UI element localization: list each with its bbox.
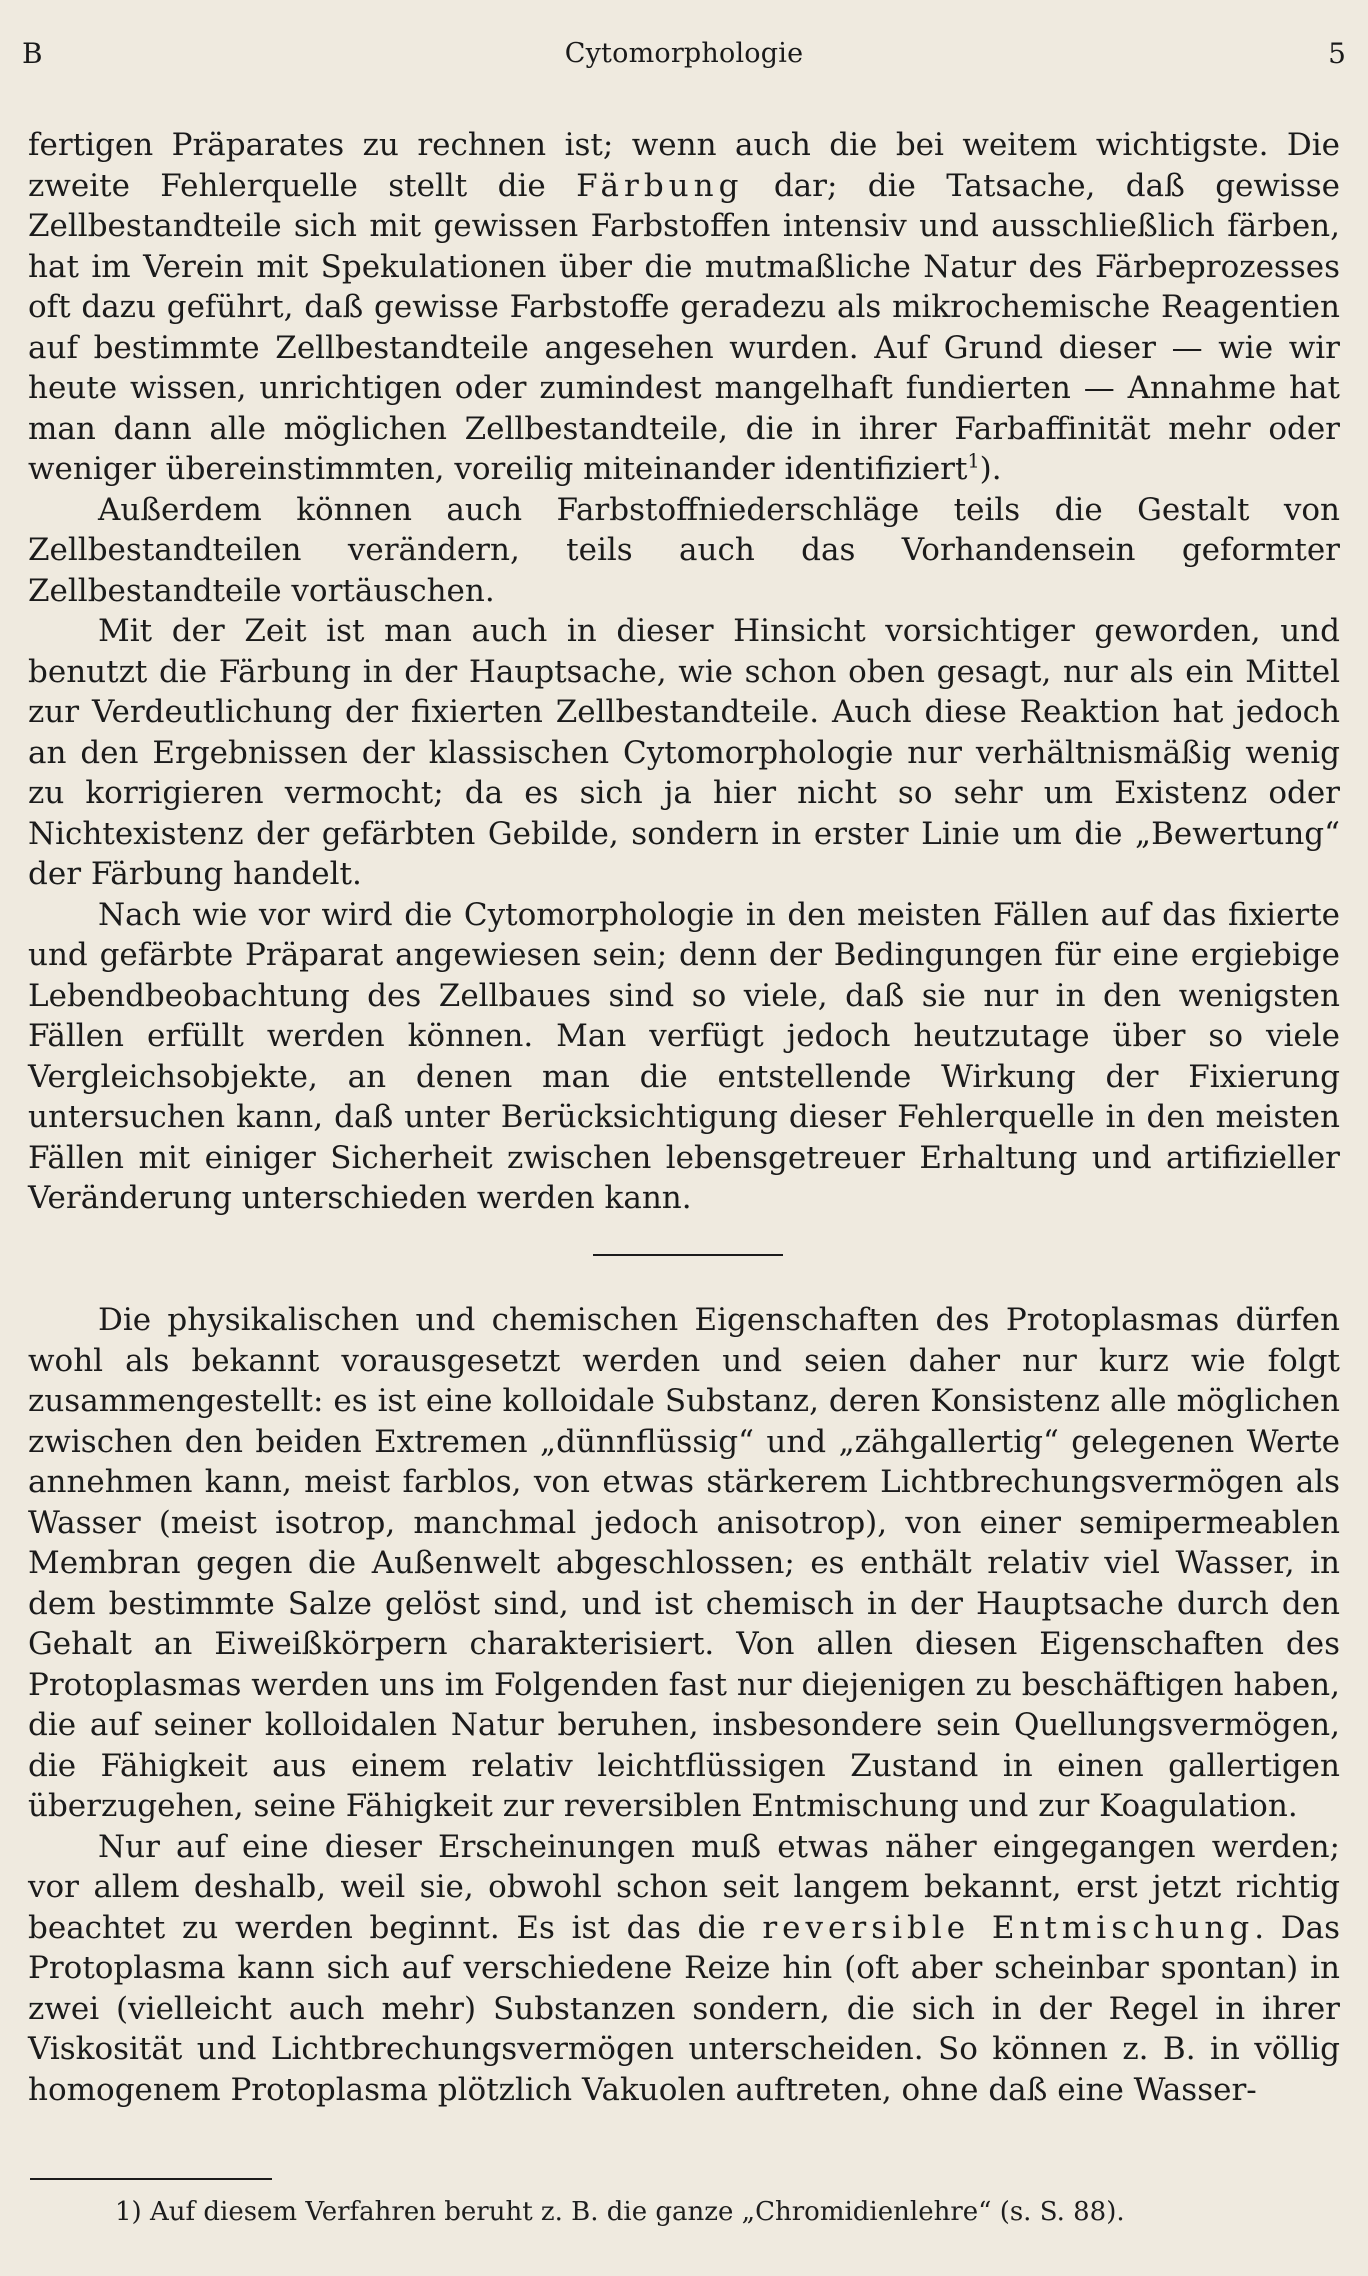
running-title: Cytomorphologie bbox=[564, 38, 804, 69]
text-section-2 bbox=[28, 1300, 1340, 2110]
paragraph: Die physikalischen und chemischen Eigenschaften des Protoplasmas dürfen wohl als bekannt vorausgesetzt werden und seien daher nur kurz wie folgt zusammengestellt: es ist eine kolloidale Substanz, deren Konsistenz alle möglichen zwischen den beiden Extremen „dünnflüssig“ und „zähgallertig“ gelegenen Werte annehmen kann, meist farblos, von etwas stärkerem Lichtbrechungsvermögen als Wasser (meist isotrop, manchmal jedoch anisotrop), von einer semipermeablen Membran gegen die Außenwelt abgeschlossen; es enthält relativ viel Wasser, in dem bestimmte Salze gelöst sind, und ist chemisch in der Hauptsache durch den Gehalt an Eiweißkörpern charakterisiert. Von allen diesen Eigenschaften des Protoplasmas werden uns im Folgenden fast nur diejenigen zu beschäftigen haben, die auf seiner kolloidalen Natur beruhen, insbesondere sein Quellungsvermögen, die Fähigkeit aus einem relativ leichtflüssigen Zustand in einen gallertigen überzugehen, seine Fähigkeit zur reversiblen Entmischung und zur Koagulation. bbox=[28, 1302, 1340, 1824]
text-run: . Das Protoplasma kann sich auf verschiedene Reize hin (oft aber scheinbar spontan) in zwei (vielleicht auch mehr) Substanzen sondern, die sich in der Regel in ihrer Viskosität und Lichtbrechungsvermögen unterscheiden. So können z. B. in völlig homogenem Protoplasma plötzlich Vakuolen auftreten, ohne daß eine Wasser- bbox=[28, 1909, 1341, 2108]
emphasis-spaced: reversible Entmischung bbox=[762, 1909, 1255, 1946]
paragraph: Außerdem können auch Farbstoffniederschläge teils die Gestalt von Zellbestandteilen verändern, teils auch das Vorhandensein geformter Zellbestandteile vortäuschen. bbox=[28, 491, 1340, 609]
paragraph: Nach wie vor wird die Cytomorphologie in den meisten Fällen auf das fixierte und gefärbte Präparat angewiesen sein; denn der Bedingungen für eine ergiebige Lebendbeobachtung des Zellbaues sind so viele, daß sie nur in den wenigsten Fällen erfüllt werden können. Man verfügt jedoch heutzutage über so viele Vergleichsobjekte, an denen man die entstellende Wirkung der Fixierung untersuchen kann, daß unter Berücksichtigung dieser Fehlerquelle in den meisten Fällen mit einiger Sicherheit zwischen lebensgetreuer Erhaltung und artifizieller Veränderung unterschieden werden kann. bbox=[28, 896, 1340, 1216]
text-run: Nur auf eine dieser Erscheinungen muß etwas näher eingegangen werden; vor allem deshalb, weil sie, obwohl schon seit langem bekannt, erst jetzt richtig beachtet zu werden beginnt. Es ist das die bbox=[28, 1828, 1340, 1946]
page-number: 5 bbox=[1328, 37, 1346, 70]
footnote-rule bbox=[30, 2178, 272, 2180]
emphasis-spaced: Färbung bbox=[576, 167, 744, 204]
text-run: ). bbox=[979, 451, 1002, 487]
footnote: 1) Auf diesem Verfahren beruht z. B. die ganze „Chromidienlehre“ (s. S. 88). bbox=[115, 2197, 1125, 2227]
running-head bbox=[22, 34, 1346, 74]
text-run: dar; die Tatsache, daß gewisse Zellbestandteile sich mit gewissen Farbstoffen intensiv und ausschließlich färben, hat im Verein mit Spekulationen über die mutmaßliche Natur des Färbeprozesses oft dazu geführt, daß gewisse Farbstoffe geradezu als mikrochemische Reagentien auf bestimmte Zellbestandteile angesehen wurden. Auf Grund dieser — wie wir heute wissen, unrichtigen oder zumindest mangelhaft fundierten — Annahme hat man dann alle möglichen Zellbestandteile, die in ihrer Farbaffinität mehr oder weniger übereinstimmten, voreilig miteinander identifiziert bbox=[28, 167, 1341, 487]
section-divider bbox=[593, 1254, 783, 1256]
text-section-1 bbox=[28, 125, 1340, 1219]
section-letter: B bbox=[22, 37, 43, 70]
text-run: fertigen Präparates zu rechnen ist; wenn auch die bei weitem wichtigste. Die zweite Fehlerquelle stellt die bbox=[28, 127, 1340, 204]
footnote-marker: 1 bbox=[967, 449, 980, 473]
paragraph bbox=[28, 125, 1340, 490]
paragraph: Mit der Zeit ist man auch in dieser Hinsicht vorsichtiger geworden, und benutzt die Färbung in der Hauptsache, wie schon oben gesagt, nur als ein Mittel zur Verdeutlichung der fixierten Zellbestandteile. Auch diese Reaktion hat jedoch an den Ergebnissen der klassischen Cytomorphologie nur verhältnismäßig wenig zu korrigieren vermocht; da es sich ja hier nicht so sehr um Existenz oder Nichtexistenz der gefärbten Gebilde, sondern in erster Linie um die „Bewertung“ der Färbung handelt. bbox=[28, 613, 1340, 892]
paragraph bbox=[28, 1827, 1340, 2111]
